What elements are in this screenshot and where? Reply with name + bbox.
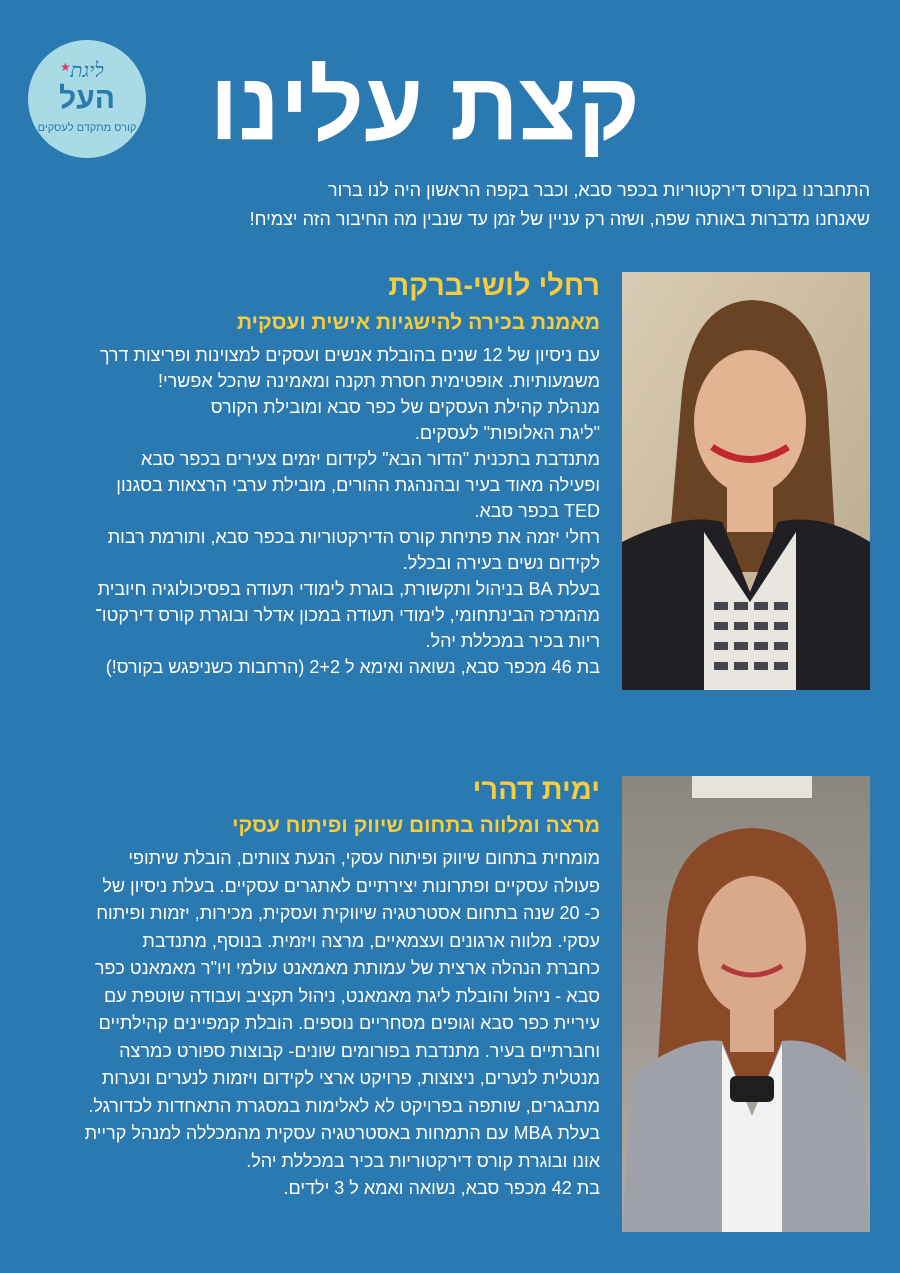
bio-line: בעלת BA בניהול ותקשורת, בוגרת לימודי תעודה בפסיכולוגיה חיובית xyxy=(97,579,600,599)
bio-line: מהמרכז הבינתחומי, לימודי תעודה במכון אדלר ובוגרת קורס דירקטו־ xyxy=(95,605,600,625)
bio-line: עסקי. מלווה ארגונים ועצמאיים, מרצה ויזמית. בנוסף, מתנדבת xyxy=(142,930,600,951)
profile-bio-1 xyxy=(40,342,600,680)
bio-line: מנטלית לנערים, ניצוצות, פרויקט ארצי לקידום ויזמות לנערים ונערות xyxy=(101,1068,600,1088)
page-title: קצת עלינו xyxy=(209,53,640,160)
intro-line: שאנחנו מדברות באותה שפה, ושזה רק עניין של זמן עד שנבין מה החיבור הזה יצמיח! xyxy=(249,209,870,229)
bio-line: מומחית בתחום שיווק ופיתוח עסקי, הנעת צוותים, הובלת שיתופי xyxy=(128,848,600,868)
bio-line: כחברת הנהלה ארצית של עמותת מאמאנט עולמי ויו"ר מאמאנט כפר xyxy=(94,958,600,978)
bio-line: פעולה עסקיים ופתרונות יצירתיים לאתגרים עסקיים. בעלת ניסיון של xyxy=(102,875,600,896)
profile-bio-2 xyxy=(40,845,600,1203)
bio-line: מתבגרים, שותפה בפרויקט לא לאלימות במסגרת התאחדות לכדורגל. xyxy=(88,1095,600,1116)
bio-line: בעלת MBA עם התמחות באסטרטגיה עסקית מהמכללה למנהל קריית xyxy=(84,1123,600,1143)
bio-line: בת 42 מכפר סבא, נשואה ואמא ל 3 ילדים. xyxy=(283,1178,600,1198)
logo-tagline: קורס מתקדם לעסקים xyxy=(37,122,137,134)
bio-line: ריות בכיר במכללת יהל. xyxy=(425,631,600,651)
profile-name-1: רחלי לושי-ברקת xyxy=(388,270,600,302)
bio-line: רחלי יזמה את פתיחת קורס הדירקטוריות בכפר סבא, ותורמת רבות xyxy=(107,527,600,547)
bio-line: מנהלת קהילת העסקים של כפר סבא ומובילת הקורס xyxy=(210,397,600,417)
bio-line: עיריית כפר סבא וגופים מסחריים נוספים. הובלת קמפיינים קהילתיים xyxy=(98,1013,600,1033)
bio-line: כ- 20 שנה בתחום אסטרטגיה שיווקית ועסקית, מכירות, יזמות ופיתוח xyxy=(96,903,600,923)
intro-line: התחברנו בקורס דירקטוריות בכפר סבא, וכבר בקפה הראשון היה לנו ברור xyxy=(328,180,870,200)
bio-line: משמעותיות. אופטימית חסרת תקנה ומאמינה שהכל אפשרי! xyxy=(157,371,600,391)
bio-line: לקידום נשים בעירה ובכלל. xyxy=(402,553,600,573)
profile-role-2: מרצה ומלווה בתחום שיווק ופיתוח עסקי xyxy=(232,814,600,837)
bio-line: "ליגת האלופות" לעסקים. xyxy=(414,423,600,443)
bio-line: אונו ובוגרת קורס דירקטוריות בכיר במכללת יהל. xyxy=(246,1150,600,1171)
bio-line: TED בכפר סבא. xyxy=(474,501,600,521)
logo-main-text: העל xyxy=(59,82,115,115)
bio-line: עם ניסיון של 12 שנים בהובלת אנשים ועסקים למצוינות ופריצות דרך xyxy=(99,345,600,365)
profile-photo-2 xyxy=(622,776,870,1232)
bio-line: בת 46 מכפר סבא, נשואה ואימא ל 2+2 (הרחבות כשניפגש בקורס!) xyxy=(105,657,600,677)
intro-paragraph xyxy=(30,176,870,234)
bio-line: מתנדבת בתכנית "הדור הבא" לקידום יזמים צעירים בכפר סבא xyxy=(141,449,600,469)
bio-line: וחברתיים בעיר. מתנדבת בפורומים שונים- קבוצות ספורט כמרצה xyxy=(119,1040,600,1061)
bio-line: סבא - ניהול והובלת ליגת מאמאנט, ניהול תקציב ועבודה שוטפת עם xyxy=(103,985,600,1006)
brand-logo xyxy=(28,40,146,158)
bio-line: ופעילה מאוד בעיר ובהנהגת ההורים, מובילת ערבי הרצאות בסגנון xyxy=(116,475,600,495)
profile-photo-1 xyxy=(622,272,870,690)
star-icon: ★ xyxy=(60,60,71,74)
logo-script-text: ליגת xyxy=(70,58,104,82)
profile-role-1: מאמנת בכירה להישגיות אישית ועסקית xyxy=(236,311,600,334)
profile-name-2: ימית דהרי xyxy=(472,774,600,806)
